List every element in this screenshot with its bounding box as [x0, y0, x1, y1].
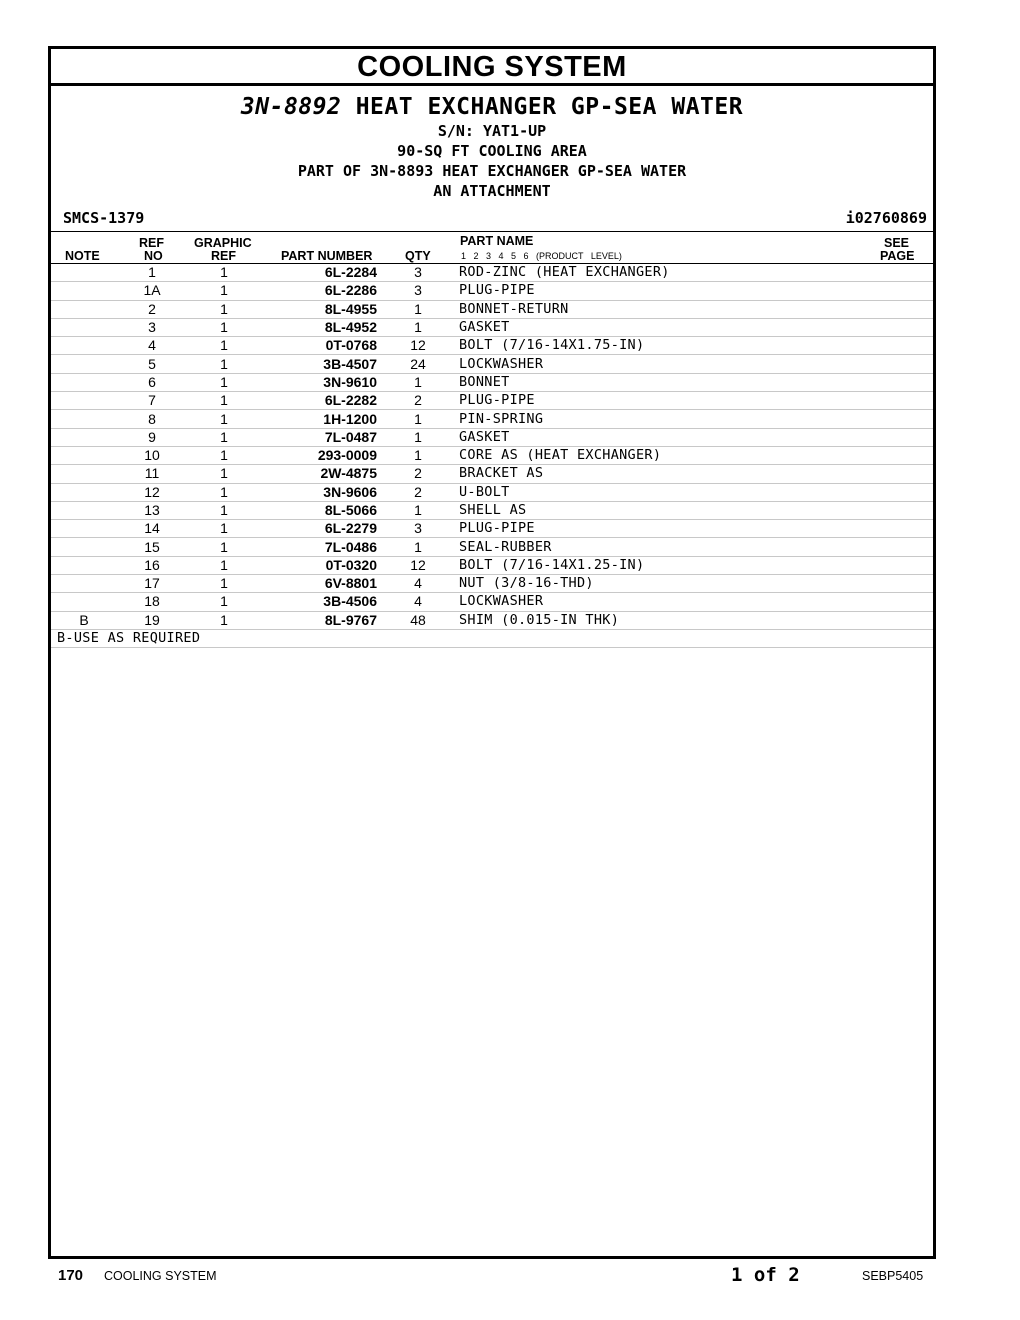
see-page-cell: [873, 373, 933, 391]
part-name-cell: SHELL AS: [459, 501, 873, 519]
graphic-ref-cell: 1: [187, 282, 261, 300]
ref-no-cell: 15: [117, 538, 187, 556]
graphic-ref-cell: 1: [187, 446, 261, 464]
see-page-cell: [873, 300, 933, 318]
see-page-cell: [873, 593, 933, 611]
qty-cell: 1: [377, 538, 459, 556]
part-name-cell: SEAL-RUBBER: [459, 538, 873, 556]
qty-cell: 1: [377, 410, 459, 428]
ref-no-cell: 6: [117, 373, 187, 391]
col-ref-top: REF: [139, 236, 164, 250]
graphic-ref-cell: 1: [187, 337, 261, 355]
part-name-cell: BONNET-RETURN: [459, 300, 873, 318]
table-row: [51, 264, 933, 282]
part-name-cell: GASKET: [459, 318, 873, 336]
see-page-cell: [873, 611, 933, 629]
note-cell: [51, 318, 117, 336]
see-page-cell: [873, 520, 933, 538]
footer-section: COOLING SYSTEM: [104, 1269, 217, 1283]
graphic-ref-cell: 1: [187, 501, 261, 519]
qty-cell: 1: [377, 373, 459, 391]
graphic-ref-cell: 1: [187, 538, 261, 556]
part-number-cell: 3N-9610: [261, 373, 377, 391]
qty-cell: 2: [377, 465, 459, 483]
reference-row: [51, 205, 933, 232]
qty-cell: 1: [377, 501, 459, 519]
qty-cell: 12: [377, 337, 459, 355]
note-cell: [51, 483, 117, 501]
note-cell: [51, 446, 117, 464]
part-number-cell: 3N-9606: [261, 483, 377, 501]
qty-cell: 12: [377, 556, 459, 574]
qty-cell: 1: [377, 446, 459, 464]
part-number-cell: 3B-4507: [261, 355, 377, 373]
table-row: [51, 300, 933, 318]
parent-group: PART OF 3N-8893 HEAT EXCHANGER GP-SEA WATER: [297, 162, 687, 180]
graphic-ref-cell: 1: [187, 520, 261, 538]
graphic-ref-cell: 1: [187, 264, 261, 282]
group-part-number: 3N-8892: [240, 94, 342, 120]
part-number-cell: 8L-4955: [261, 300, 377, 318]
ref-no-cell: 7: [117, 392, 187, 410]
note-cell: [51, 337, 117, 355]
part-name-cell: CORE AS (HEAT EXCHANGER): [459, 446, 873, 464]
part-name-cell: U-BOLT: [459, 483, 873, 501]
attachment-note: AN ATTACHMENT: [433, 182, 551, 200]
col-ref-bottom: NO: [144, 249, 163, 263]
see-page-cell: [873, 483, 933, 501]
col-graphic-bottom: REF: [211, 249, 236, 263]
group-name: HEAT EXCHANGER GP-SEA WATER: [355, 94, 744, 120]
see-page-cell: [873, 465, 933, 483]
part-number-cell: 0T-0320: [261, 556, 377, 574]
ref-no-cell: 9: [117, 428, 187, 446]
graphic-ref-cell: 1: [187, 392, 261, 410]
part-number-cell: 0T-0768: [261, 337, 377, 355]
qty-cell: 24: [377, 355, 459, 373]
note-cell: [51, 556, 117, 574]
qty-cell: 1: [377, 300, 459, 318]
table-row: [51, 556, 933, 574]
table-row: [51, 611, 933, 629]
graphic-ref-cell: 1: [187, 300, 261, 318]
parts-table: [51, 264, 933, 630]
section-title: COOLING SYSTEM: [51, 49, 933, 86]
table-row: [51, 428, 933, 446]
part-number-cell: 6L-2286: [261, 282, 377, 300]
part-number-cell: 1H-1200: [261, 410, 377, 428]
qty-cell: 3: [377, 520, 459, 538]
smcs-code: SMCS-1379: [63, 209, 145, 227]
note-cell: [51, 575, 117, 593]
part-number-cell: 7L-0487: [261, 428, 377, 446]
part-number-cell: 8L-9767: [261, 611, 377, 629]
note-cell: [51, 593, 117, 611]
see-page-cell: [873, 264, 933, 282]
note-cell: B: [51, 611, 117, 629]
ref-no-cell: 1A: [117, 282, 187, 300]
part-name-cell: BOLT (7/16-14X1.25-IN): [459, 556, 873, 574]
col-note: NOTE: [65, 249, 100, 263]
part-number-cell: 6L-2284: [261, 264, 377, 282]
part-number-cell: 293-0009: [261, 446, 377, 464]
table-row: [51, 465, 933, 483]
ref-no-cell: 4: [117, 337, 187, 355]
part-number-cell: 3B-4506: [261, 593, 377, 611]
col-graphic-top: GRAPHIC: [194, 236, 252, 250]
graphic-ref-cell: 1: [187, 575, 261, 593]
part-name-cell: BOLT (7/16-14X1.75-IN): [459, 337, 873, 355]
footnote: B-USE AS REQUIRED: [51, 630, 933, 648]
col-part-name: PART NAME: [460, 234, 534, 248]
note-cell: [51, 282, 117, 300]
see-page-cell: [873, 446, 933, 464]
part-name-cell: PLUG-PIPE: [459, 520, 873, 538]
part-name-cell: PLUG-PIPE: [459, 392, 873, 410]
note-cell: [51, 373, 117, 391]
table-row: [51, 318, 933, 336]
table-row: [51, 520, 933, 538]
table-row: [51, 392, 933, 410]
qty-cell: 4: [377, 575, 459, 593]
qty-cell: 1: [377, 428, 459, 446]
ref-no-cell: 12: [117, 483, 187, 501]
qty-cell: 2: [377, 483, 459, 501]
note-cell: [51, 300, 117, 318]
page-footer: [0, 1266, 1020, 1290]
note-cell: [51, 428, 117, 446]
see-page-cell: [873, 556, 933, 574]
table-row: [51, 501, 933, 519]
ref-no-cell: 5: [117, 355, 187, 373]
part-number-cell: 7L-0486: [261, 538, 377, 556]
graphic-ref-cell: 1: [187, 318, 261, 336]
part-name-cell: BRACKET AS: [459, 465, 873, 483]
table-row: [51, 410, 933, 428]
part-name-cell: BONNET: [459, 373, 873, 391]
ref-no-cell: 14: [117, 520, 187, 538]
table-row: [51, 446, 933, 464]
part-number-cell: 2W-4875: [261, 465, 377, 483]
ref-no-cell: 11: [117, 465, 187, 483]
table-row: [51, 373, 933, 391]
group-title: [51, 93, 933, 121]
part-number-cell: 6L-2279: [261, 520, 377, 538]
column-header: [51, 232, 933, 264]
ref-no-cell: 3: [117, 318, 187, 336]
note-cell: [51, 501, 117, 519]
part-name-cell: NUT (3/8-16-THD): [459, 575, 873, 593]
part-name-cell: SHIM (0.015-IN THK): [459, 611, 873, 629]
part-number-cell: 6V-8801: [261, 575, 377, 593]
col-qty: QTY: [405, 249, 431, 263]
qty-cell: 48: [377, 611, 459, 629]
note-cell: [51, 392, 117, 410]
see-page-cell: [873, 318, 933, 336]
serial-range: S/N: YAT1-UP: [437, 122, 547, 140]
see-page-cell: [873, 410, 933, 428]
ref-no-cell: 17: [117, 575, 187, 593]
part-number-cell: 6L-2282: [261, 392, 377, 410]
ref-no-cell: 10: [117, 446, 187, 464]
part-name-cell: GASKET: [459, 428, 873, 446]
qty-cell: 4: [377, 593, 459, 611]
note-cell: [51, 520, 117, 538]
graphic-ref-cell: 1: [187, 428, 261, 446]
qty-cell: 3: [377, 282, 459, 300]
table-row: [51, 593, 933, 611]
table-row: [51, 483, 933, 501]
note-cell: [51, 355, 117, 373]
see-page-cell: [873, 501, 933, 519]
see-page-cell: [873, 575, 933, 593]
part-number-cell: 8L-5066: [261, 501, 377, 519]
see-page-cell: [873, 337, 933, 355]
ref-no-cell: 2: [117, 300, 187, 318]
ref-no-cell: 16: [117, 556, 187, 574]
col-see-top: SEE: [884, 236, 910, 250]
note-cell: [51, 410, 117, 428]
ref-no-cell: 19: [117, 611, 187, 629]
table-row: [51, 355, 933, 373]
parts-page-frame: [48, 46, 936, 1259]
ref-no-cell: 8: [117, 410, 187, 428]
note-cell: [51, 264, 117, 282]
part-number-cell: 8L-4952: [261, 318, 377, 336]
see-page-cell: [873, 428, 933, 446]
qty-cell: 2: [377, 392, 459, 410]
part-name-cell: LOCKWASHER: [459, 355, 873, 373]
graphic-ref-cell: 1: [187, 373, 261, 391]
cooling-area: 90-SQ FT COOLING AREA: [397, 142, 587, 160]
ref-no-cell: 18: [117, 593, 187, 611]
table-row: [51, 282, 933, 300]
graphic-ref-cell: 1: [187, 355, 261, 373]
col-see-bottom: PAGE: [880, 249, 915, 263]
see-page-cell: [873, 538, 933, 556]
note-cell: [51, 538, 117, 556]
col-product-levels: 1 2 3 4 5 6 (PRODUCT LEVEL): [461, 251, 622, 261]
page-count: 1 of 2: [731, 1264, 800, 1286]
see-page-cell: [873, 355, 933, 373]
part-name-cell: LOCKWASHER: [459, 593, 873, 611]
document-id: SEBP5405: [862, 1269, 924, 1283]
illustration-id: i02760869: [845, 209, 927, 227]
ref-no-cell: 1: [117, 264, 187, 282]
part-name-cell: PLUG-PIPE: [459, 282, 873, 300]
graphic-ref-cell: 1: [187, 465, 261, 483]
graphic-ref-cell: 1: [187, 556, 261, 574]
see-page-cell: [873, 392, 933, 410]
graphic-ref-cell: 1: [187, 593, 261, 611]
table-row: [51, 337, 933, 355]
graphic-ref-cell: 1: [187, 611, 261, 629]
part-name-cell: PIN-SPRING: [459, 410, 873, 428]
page-number: 170: [58, 1267, 84, 1284]
part-name-cell: ROD-ZINC (HEAT EXCHANGER): [459, 264, 873, 282]
see-page-cell: [873, 282, 933, 300]
note-cell: [51, 465, 117, 483]
ref-no-cell: 13: [117, 501, 187, 519]
graphic-ref-cell: 1: [187, 483, 261, 501]
table-row: [51, 575, 933, 593]
col-part-number: PART NUMBER: [281, 249, 373, 263]
graphic-ref-cell: 1: [187, 410, 261, 428]
qty-cell: 1: [377, 318, 459, 336]
table-row: [51, 538, 933, 556]
qty-cell: 3: [377, 264, 459, 282]
